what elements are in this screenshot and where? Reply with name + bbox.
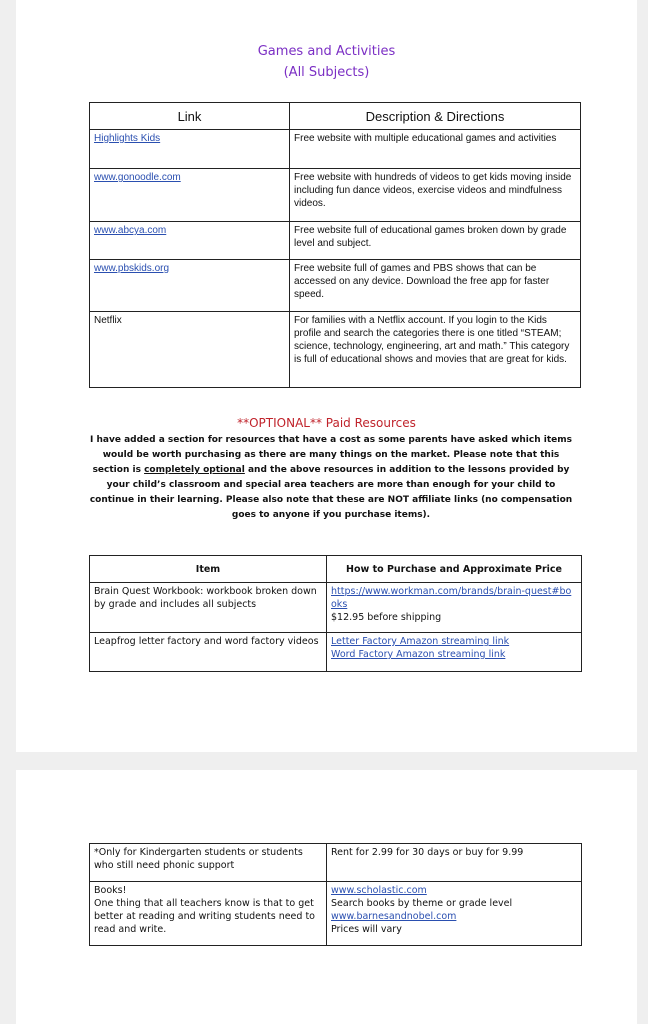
netflix-cell: Netflix: [90, 312, 290, 388]
barnesandnobel-link[interactable]: www.barnesandnobel.com: [331, 911, 457, 922]
item-cell: Brain Quest Workbook: workbook broken down by grade and includes all subjects: [90, 583, 327, 633]
abcya-link[interactable]: www.abcya.com: [94, 225, 167, 236]
description-cell: Free website full of educational games broken down by grade level and subject.: [290, 222, 581, 260]
table-row: [90, 312, 581, 388]
item-cell: *Only for Kindergarten students or students who still need phonic support: [90, 844, 327, 882]
paid-resources-table-continued: [89, 843, 582, 946]
table-row: [90, 222, 581, 260]
highlights-kids-link[interactable]: Highlights Kids: [94, 133, 161, 144]
purchase-cell: [327, 882, 582, 946]
page-title: Games and Activities: [257, 44, 396, 59]
gonoodle-link[interactable]: www.gonoodle.com: [94, 172, 181, 183]
price-text: $12.95 before shipping: [331, 612, 442, 623]
free-resources-table: [89, 102, 581, 388]
optional-text-underlined: completely optional: [144, 465, 245, 475]
purchase-cell: [327, 583, 582, 633]
description-cell: For families with a Netflix account. If you login to the Kids profile and search the categories there is one titled “STEAM; science, technology, engineering, art and math.” This category is full of educational shows and movies that are great for kids.: [290, 312, 581, 388]
table-row: [90, 882, 582, 946]
table-row: [90, 633, 582, 672]
purchase-cell: Rent for 2.99 for 30 days or buy for 9.99: [327, 844, 582, 882]
brain-quest-link[interactable]: https://www.workman.com/brands/brain-quest#books: [331, 586, 572, 610]
search-books-text: Search books by theme or grade level: [331, 898, 513, 909]
pbskids-link[interactable]: www.pbskids.org: [94, 263, 170, 274]
prices-vary-text: Prices will vary: [331, 924, 402, 935]
column-header-description: Description & Directions: [290, 103, 581, 130]
paid-resources-table: [89, 555, 582, 672]
table-header-row: [90, 103, 581, 130]
word-factory-link[interactable]: Word Factory Amazon streaming link: [331, 649, 506, 660]
table-row: [90, 583, 582, 633]
page-subtitle: (All Subjects): [283, 65, 370, 80]
description-cell: Free website with hundreds of videos to get kids moving inside including fun dance videos, exercise videos and mindfulness videos.: [290, 169, 581, 222]
column-header-purchase: How to Purchase and Approximate Price: [327, 556, 582, 583]
purchase-cell: [327, 633, 582, 672]
optional-section-title: **OPTIONAL** Paid Resources: [237, 416, 416, 430]
table-row: [90, 169, 581, 222]
column-header-item: Item: [90, 556, 327, 583]
description-cell: Free website with multiple educational games and activities: [290, 130, 581, 169]
document-page-1: [16, 0, 637, 752]
item-cell: Leapfrog letter factory and word factory videos: [90, 633, 327, 672]
table-header-row: [90, 556, 582, 583]
column-header-link: Link: [90, 103, 290, 130]
table-row: [90, 260, 581, 312]
books-text: One thing that all teachers know is that to get better at reading and writing students need to read and write.: [94, 898, 315, 935]
scholastic-link[interactable]: www.scholastic.com: [331, 885, 427, 896]
optional-section-text: [86, 433, 576, 523]
optional-text-part: I have added a section for resources that have a cost as some parents have asked which items would be worth purchasing as there are many things on the market. Please note that this section is: [90, 435, 572, 475]
item-cell: [90, 882, 327, 946]
table-row: [90, 130, 581, 169]
letter-factory-link[interactable]: Letter Factory Amazon streaming link: [331, 636, 510, 647]
document-page-2: [16, 770, 637, 1024]
optional-text-part: and the above resources in addition to the lessons provided by your child’s classroom and special area teachers are more than enough for your child to continue in their learning. Please also note that these are NOT affiliate links (no compensation goes to anyone if you purchase items).: [89, 465, 573, 520]
description-cell: Free website full of games and PBS shows that can be accessed on any device. Download the free app for faster speed.: [290, 260, 581, 312]
books-title: Books!: [94, 885, 127, 896]
table-row: [90, 844, 582, 882]
